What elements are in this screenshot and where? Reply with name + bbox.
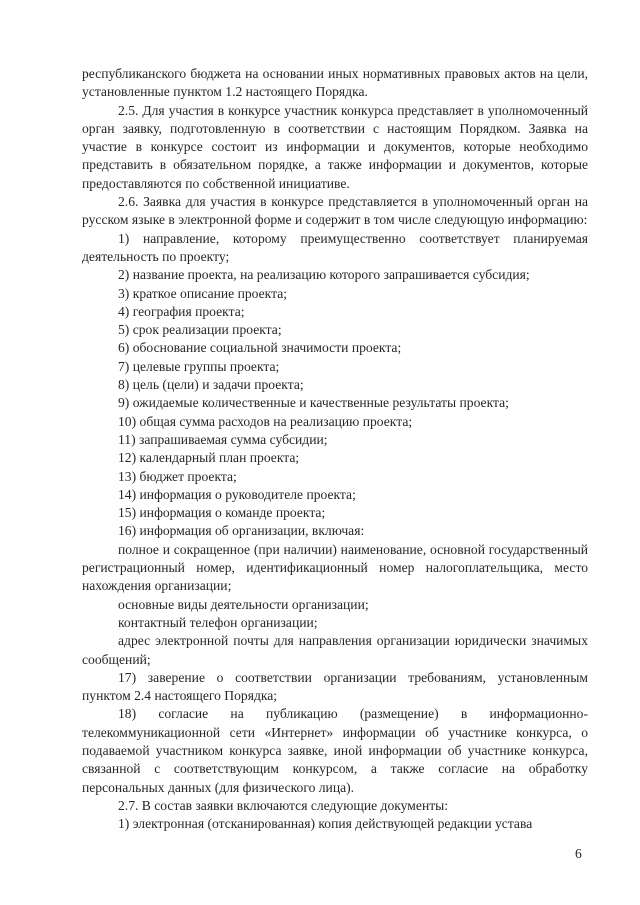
list-item-10: 10) общая сумма расходов на реализацию проекта;	[118, 413, 413, 429]
list-item-13: 13) бюджет проекта;	[118, 468, 237, 484]
list-item-15: 15) информация о команде проекта;	[118, 505, 326, 521]
list-item-18: 18) согласие на публикацию (размещение) в информационно-телекоммуникационной сети «Интернет» информации об участнике конкурса, о подаваемой участником конкурса заявке, иной информации об участнике конкурса, связанной с соответствующим конкурсом, а также согласие на обработку персональных данных (для физического лица).	[82, 706, 588, 795]
paragraph-2-7: 2.7. В состав заявки включаются следующие документы:	[118, 797, 449, 813]
page-number: 6	[575, 846, 582, 861]
list-item-2: 2) название проекта, на реализацию которого запрашивается субсидия;	[118, 267, 530, 283]
list-item-17: 17) заверение о соответствии организации требованиям, установленным пунктом 2.4 настоящего Порядка;	[82, 669, 588, 704]
list-item-14: 14) информация о руководителе проекта;	[118, 486, 356, 502]
list-item-1: 1) направление, которому преимущественно соответствует планируемая деятельность по проекту;	[82, 230, 588, 264]
list-item-9: 9) ожидаемые количественные и качественные результаты проекта;	[118, 395, 509, 411]
list-item-8: 8) цель (цели) и задачи проекта;	[118, 377, 304, 393]
paragraph-2-6: 2.6. Заявка для участия в конкурсе представляется в уполномоченный орган на русском языке в электронной форме и содержит в том числе следующую информацию:	[82, 194, 588, 228]
list-item-11: 11) запрашиваемая сумма субсидии;	[118, 431, 328, 447]
list-item-4: 4) география проекта;	[118, 303, 245, 319]
document-item-1: 1) электронная (отсканированная) копия действующей редакции устава	[118, 816, 533, 832]
list-item-12: 12) календарный план проекта;	[118, 450, 300, 466]
document-page	[82, 65, 588, 833]
sub-item-phone: контактный телефон организации;	[118, 614, 318, 630]
sub-item-name: полное и сокращенное (при наличии) наименование, основной государственный регистрационный номер, идентификационный номер налогоплательщика, место нахождения организации;	[82, 541, 588, 594]
list-item-7: 7) целевые группы проекта;	[118, 358, 280, 374]
list-item-6: 6) обоснование социальной значимости проекта;	[118, 340, 402, 356]
sub-item-email: адрес электронной почты для направления организации юридически значимых сообщений;	[82, 633, 588, 667]
list-item-3: 3) краткое описание проекта;	[118, 285, 288, 301]
paragraph-intro: республиканского бюджета на основании иных нормативных правовых актов на цели, установленные пунктом 1.2 настоящего Порядка.	[82, 66, 588, 100]
list-item-5: 5) срок реализации проекта;	[118, 322, 282, 338]
sub-item-activities: основные виды деятельности организации;	[118, 596, 369, 612]
list-item-16: 16) информация об организации, включая:	[118, 523, 365, 539]
paragraph-2-5: 2.5. Для участия в конкурсе участник конкурса представляет в уполномоченный орган заявку, подготовленную в соответствии с настоящим Порядком. Заявка на участие в конкурсе состоит из информации и документов, которые необходимо представить в обязательном порядке, а также информации и документов, которые предоставляются по собственной инициативе.	[82, 102, 588, 191]
